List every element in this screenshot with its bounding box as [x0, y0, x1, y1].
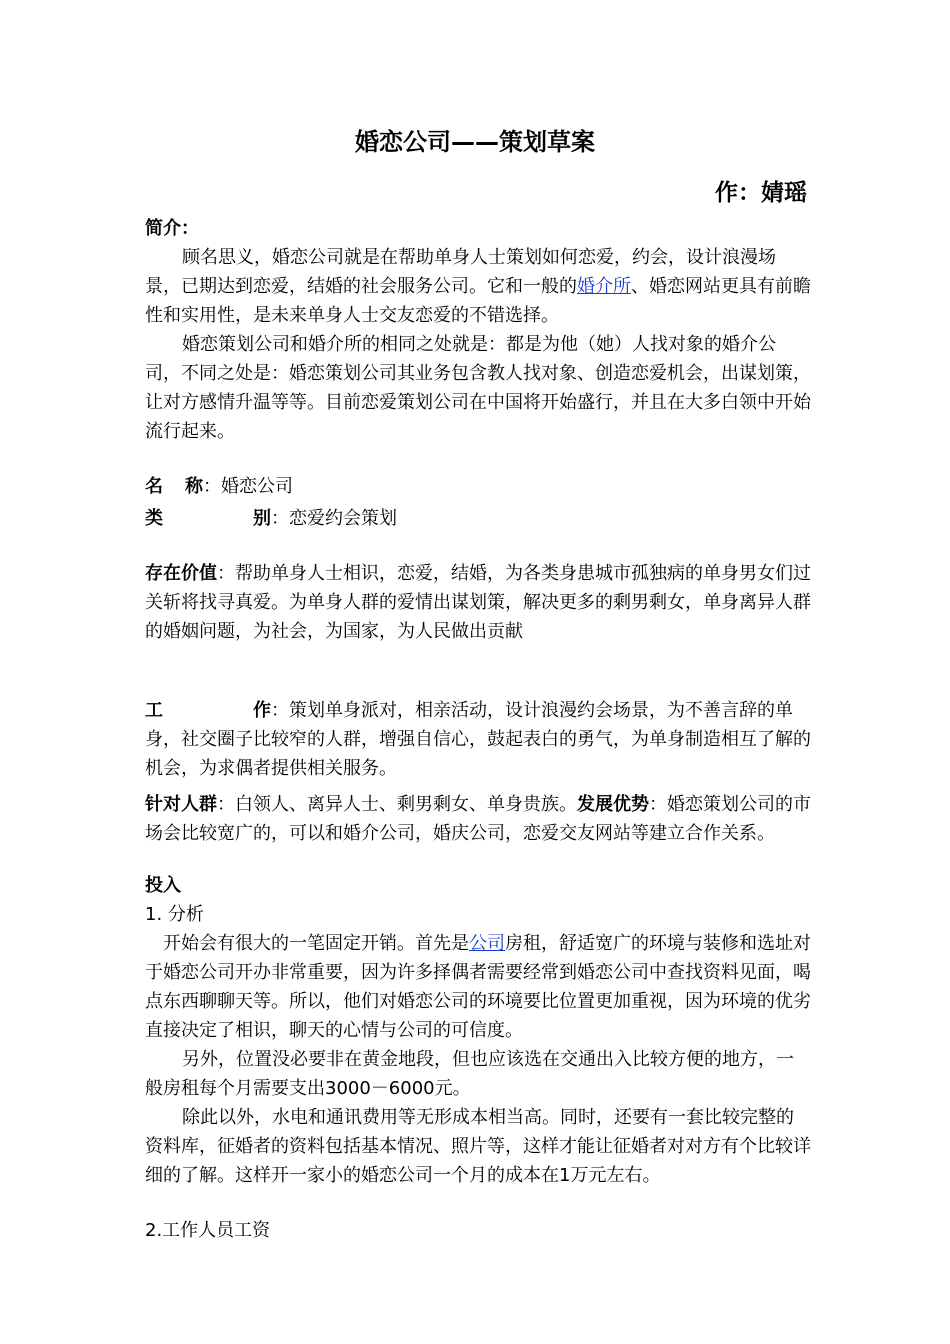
work-colon: ： [271, 700, 289, 721]
intro-heading: 简介： [145, 218, 199, 239]
category-row [145, 504, 811, 533]
work-label-a: 工 [145, 700, 163, 721]
target-colon: ： [217, 794, 235, 815]
document-title: 婚恋公司——策划草案 [355, 128, 595, 156]
target-paragraph [145, 790, 811, 848]
rent-range: 3000－6000 [325, 1078, 435, 1099]
name-row [145, 472, 811, 501]
value-paragraph [145, 559, 811, 646]
intro-text-a: 顾名思义，婚恋公司就是在帮助单身人士策划如何恋爱，约会，设计浪漫场景，已期达到恋爱，结婚的社会服务公司。它和一般的 [145, 247, 776, 297]
inv-p2-text-a: 另外，位置没必要非在黄金地段，但也应该选在交通出入比较方便的地方，一般房租每个月需要支出 [145, 1049, 794, 1099]
value-label: 存在价值 [145, 563, 217, 584]
inv-p3-text-b: 万元左右。 [570, 1165, 661, 1186]
author-line: 作：婧瑶 [715, 180, 807, 206]
name-value: 婚恋公司 [221, 476, 293, 497]
advantage-colon: ： [649, 794, 667, 815]
advantage-label: 发展优势 [577, 794, 649, 815]
investment-paragraph-3 [145, 1103, 811, 1190]
category-value: 恋爱约会策划 [289, 508, 397, 529]
value-colon: ： [217, 563, 235, 584]
category-label-a: 类 [145, 508, 163, 529]
inv-p2-text-b: 元。 [434, 1078, 471, 1099]
intro-paragraph-1 [145, 243, 811, 330]
target-text: 白领人、离异人士、剩男剩女、单身贵族。 [235, 794, 577, 815]
marriage-agency-link[interactable]: 婚介所 [577, 276, 631, 297]
inv-p1-text-b: 房租，舒适宽广的环境与装修和选址对于婚恋公司开办非常重要，因为许多择偶者需要经常到婚恋公司中查找资料见面，喝点东西聊聊天等。所以，他们对婚恋公司的环境要比位置更加重视，因为环境的优劣直接决定了相识，聊天的心情与公司的可信度。 [145, 933, 811, 1041]
category-colon: ： [271, 508, 289, 529]
inv-p3-text-a: 除此以外，水电和通讯费用等无形成本相当高。同时，还要有一套比较完整的资料库，征婚者的资料包括基本情况、照片等，这样才能让征婚者对对方有个比较详细的了解。这样开一家小的婚恋公司一个月的成本在 [145, 1107, 811, 1186]
inv-p1-text-a: 开始会有很大的一笔固定开销。首先是 [163, 933, 469, 954]
intro-text-b: 、婚恋网站更具有前瞻性和实用性，是未来单身人士交友恋爱的不错选择。 [145, 276, 811, 326]
target-label: 针对人群 [145, 794, 217, 815]
advantage-text: 婚恋策划公司的市场会比较宽广的，可以和婚介公司，婚庆公司，恋爱交友网站等建立合作关系。 [145, 794, 811, 844]
name-label-b: 称 [185, 476, 203, 497]
cost-number: 1 [559, 1165, 571, 1186]
investment-heading: 投入 [145, 875, 181, 896]
name-label-a: 名 [145, 476, 163, 497]
work-paragraph [145, 696, 811, 783]
work-text: 策划单身派对，相亲活动，设计浪漫约会场景，为不善言辞的单身，社交圈子比较窄的人群，增强自信心，鼓起表白的勇气，为单身制造相互了解的机会，为求偶者提供相关服务。 [145, 700, 811, 779]
document-body [145, 214, 811, 1245]
investment-paragraph-2 [145, 1045, 811, 1103]
company-link[interactable]: 公司 [469, 933, 505, 954]
analysis-subheading: 1. 分析 [145, 904, 204, 925]
intro-paragraph-2: 婚恋策划公司和婚介所的相同之处就是：都是为他（她）人找对象的婚介公司，不同之处是：婚恋策划公司其业务包含教人找对象、创造恋爱机会，出谋划策，让对方感情升温等等。目前恋爱策划公司在中国将开始盛行，并且在大多白领中开始流行起来。 [145, 334, 811, 442]
category-label-b: 别 [253, 508, 271, 529]
work-label-b: 作 [253, 700, 271, 721]
value-text: 帮助单身人士相识，恋爱，结婚，为各类身患城市孤独病的单身男女们过关斩将找寻真爱。为单身人群的爱情出谋划策，解决更多的剩男剩女，单身离异人群的婚姻问题，为社会，为国家，为人民做出贡献 [145, 563, 811, 642]
name-colon: ： [203, 476, 221, 497]
salary-subheading: 2.工作人员工资 [145, 1220, 271, 1241]
investment-paragraph-1 [145, 929, 811, 1045]
